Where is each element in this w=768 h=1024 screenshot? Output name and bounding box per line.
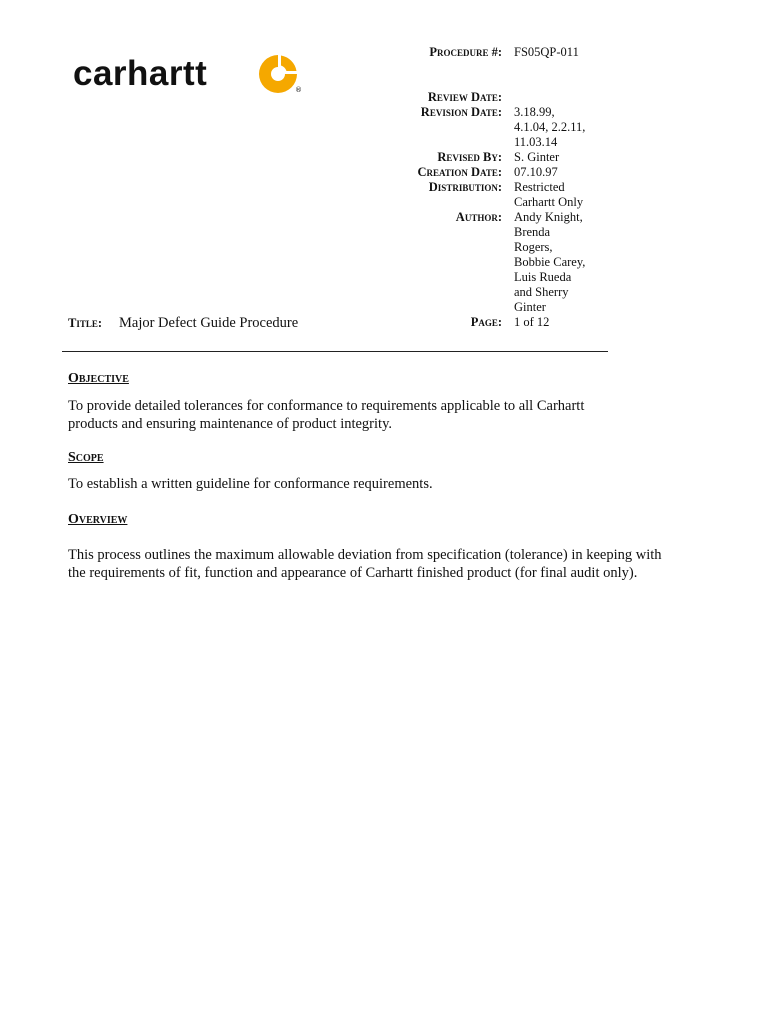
author-label: Author: [455, 210, 502, 224]
registered-mark: ® [295, 86, 302, 94]
procedure-number-value: FS05QP-011 [514, 45, 579, 59]
overview-heading: Overview [68, 512, 128, 527]
distribution-row [400, 180, 610, 210]
creation-date-label: Creation Date: [417, 165, 502, 179]
distribution-value: Restricted Carhartt Only [514, 180, 584, 209]
page-number: 1 of 12 [514, 315, 550, 329]
document-title: Major Defect Guide Procedure [119, 315, 299, 331]
overview-text: This process outlines the maximum allowable deviation from specification (tolerance) in keeping with the requirements of fit, function and appearance of Carhartt finished product (for final audit only). [68, 547, 662, 581]
scope-heading: Scope [68, 450, 104, 465]
author-value: Andy Knight, Brenda Rogers, Bobbie Carey, Luis Rueda and Sherry Ginter [514, 210, 586, 314]
review-date-row [400, 90, 610, 105]
page-row [400, 315, 589, 330]
revision-date-row [400, 105, 610, 150]
carhartt-logo [73, 52, 305, 100]
creation-date-value: 07.10.97 [514, 165, 558, 179]
revision-date-value: 3.18.99, 4.1.04, 2.2.11, 11.03.14 [514, 105, 586, 149]
procedure-number-row [400, 45, 610, 60]
header-divider [62, 351, 608, 352]
title-row [68, 315, 298, 332]
creation-date-row [400, 165, 610, 180]
procedure-metadata [400, 45, 610, 315]
author-row [400, 210, 610, 315]
carhartt-c-icon [256, 52, 300, 96]
page-label: Page: [470, 315, 502, 329]
distribution-label: Distribution: [428, 180, 502, 194]
revised-by-row [400, 150, 610, 165]
review-date-label: Review Date: [427, 90, 502, 104]
revision-date-label: Revision Date: [420, 105, 502, 119]
objective-heading: Objective [68, 371, 129, 386]
logo-wordmark: carhartt [73, 54, 208, 93]
revised-by-label: Revised By: [437, 150, 502, 164]
title-label: Title: [68, 316, 103, 330]
scope-text: To establish a written guideline for conformance requirements. [68, 476, 433, 492]
revised-by-value: S. Ginter [514, 150, 560, 164]
objective-text: To provide detailed tolerances for conformance to requirements applicable to all Carhartt products and ensuring maintenance of product integrity. [68, 398, 585, 432]
procedure-number-label: Procedure #: [429, 45, 502, 59]
